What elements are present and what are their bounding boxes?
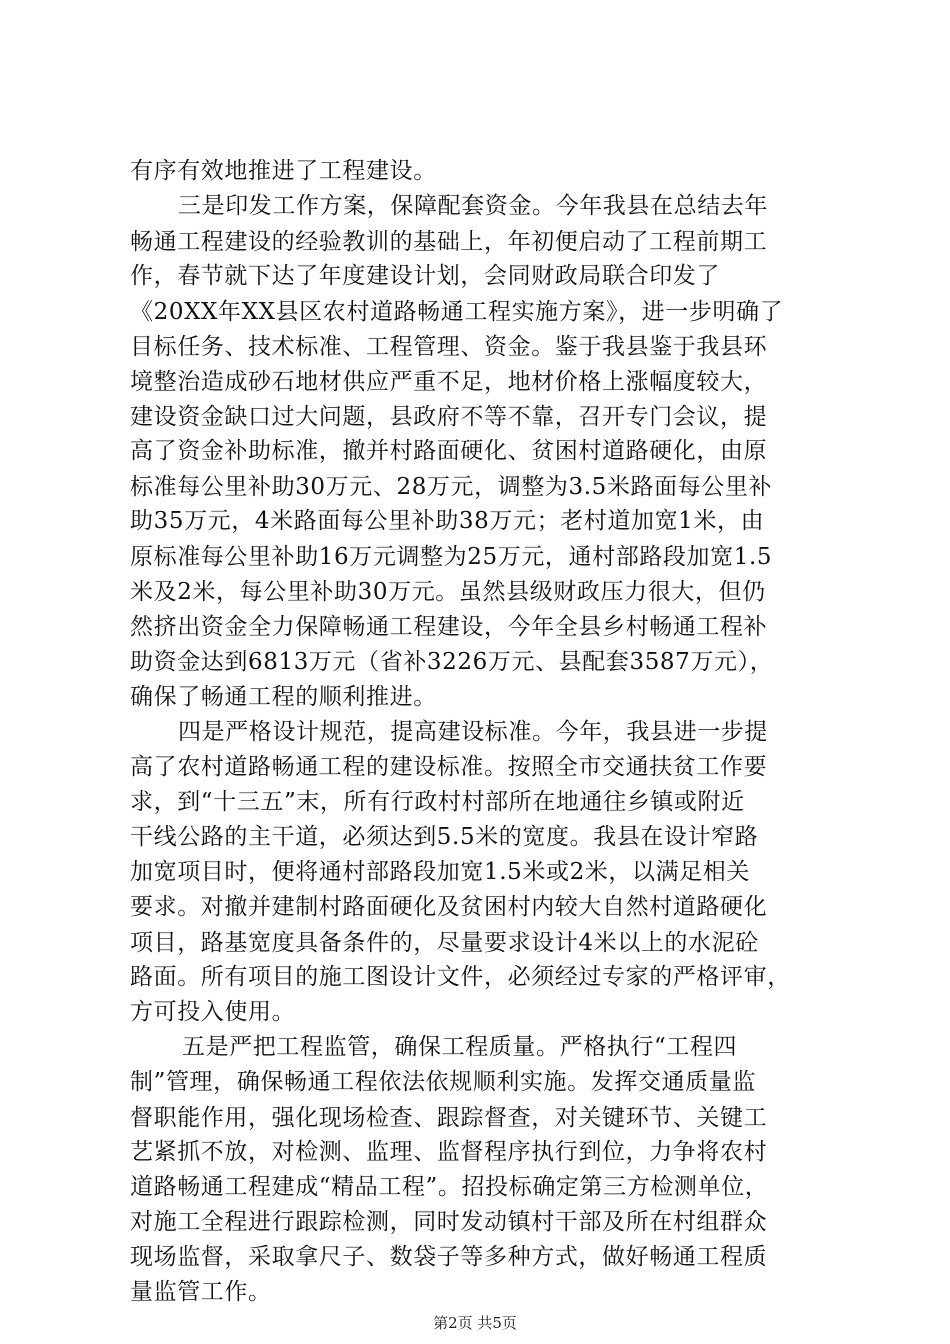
text-line: 高了资金补助标准，撤并村路面硬化、贫困村道路硬化，由原 [130, 438, 768, 464]
text-line: 四是严格设计规范，提高建设标准。今年，我县进一步提 [178, 719, 768, 745]
text-line: 确保了畅通工程的顺利推进。 [130, 684, 437, 710]
text-line: 对施工全程进行跟踪检测，同时发动镇村干部及所在村组群众 [130, 1209, 768, 1235]
text-line: 制”管理，确保畅通工程依法依规顺利实施。发挥交通质量监 [130, 1069, 756, 1095]
text-line: 助资金达到6813万元（省补3226万元、县配套3587万元）， [130, 649, 774, 675]
text-line: 量监管工作。 [130, 1279, 272, 1305]
text-line: 方可投入使用。 [130, 999, 296, 1025]
text-line: 然挤出资金全力保障畅通工程建设，今年全县乡村畅通工程补 [130, 614, 768, 640]
text-line: 路面。所有项目的施工图设计文件，必须经过专家的严格评审， [130, 964, 791, 990]
text-line: 要求。对撤并建制村路面硬化及贫困村内较大自然村道路硬化 [130, 894, 768, 920]
text-line: 作，春节就下达了年度建设计划，会同财政局联合印发了 [130, 263, 720, 289]
text-line: 助35万元，4米路面每公里补助38万元；老村道加宽1米，由 [130, 508, 765, 534]
text-line: 现场监督，采取拿尺子、数袋子等多种方式，做好畅通工程质 [130, 1244, 768, 1270]
text-line: 艺紧抓不放，对检测、监理、监督程序执行到位，力争将农村 [130, 1139, 768, 1165]
text-line: 加宽项目时，便将通村部路段加宽1.5米或2米，以满足相关 [130, 859, 751, 885]
text-line: 干线公路的主干道，必须达到5.5米的宽度。我县在设计窄路 [130, 824, 759, 850]
text-line: 求，到“十三五”末，所有行政村村部所在地通往乡镇或附近 [130, 789, 745, 815]
text-line: 建设资金缺口过大问题，县政府不等不靠，召开专门会议，提 [130, 404, 768, 430]
text-line: 五是严把工程监管，确保工程质量。严格执行“工程四 [182, 1034, 738, 1060]
text-line: 米及2米，每公里补助30万元。虽然县级财政压力很大，但仍 [130, 579, 766, 605]
text-line: 畅通工程建设的经验教训的基础上，年初便启动了工程前期工 [130, 229, 768, 255]
text-line: 项目，路基宽度具备条件的，尽量要求设计4米以上的水泥砼 [130, 930, 759, 956]
page-footer: 第2页 共5页 [433, 1314, 517, 1332]
text-line: 有序有效地推进了工程建设。 [130, 158, 437, 184]
text-line: 原标准每公里补助16万元调整为25万元，通村部路段加宽1.5 [130, 544, 773, 570]
text-line: 道路畅通工程建成“精品工程”。招投标确定第三方检测单位， [130, 1174, 769, 1200]
text-line: 《20XX年XX县区农村道路畅通工程实施方案》，进一步明确了 [130, 299, 784, 325]
text-line: 境整治造成砂石地材供应严重不足，地材价格上涨幅度较大， [130, 369, 768, 395]
text-line: 高了农村道路畅通工程的建设标准。按照全市交通扶贫工作要 [130, 754, 768, 780]
text-line: 三是印发工作方案，保障配套资金。今年我县在总结去年 [178, 193, 768, 219]
text-line: 目标任务、技术标准、工程管理、资金。鉴于我县鉴于我县环 [130, 334, 768, 360]
text-line: 标准每公里补助30万元、28万元，调整为3.5米路面每公里补 [130, 474, 773, 500]
text-line: 督职能作用，强化现场检查、跟踪督查，对关键环节、关键工 [130, 1105, 768, 1131]
